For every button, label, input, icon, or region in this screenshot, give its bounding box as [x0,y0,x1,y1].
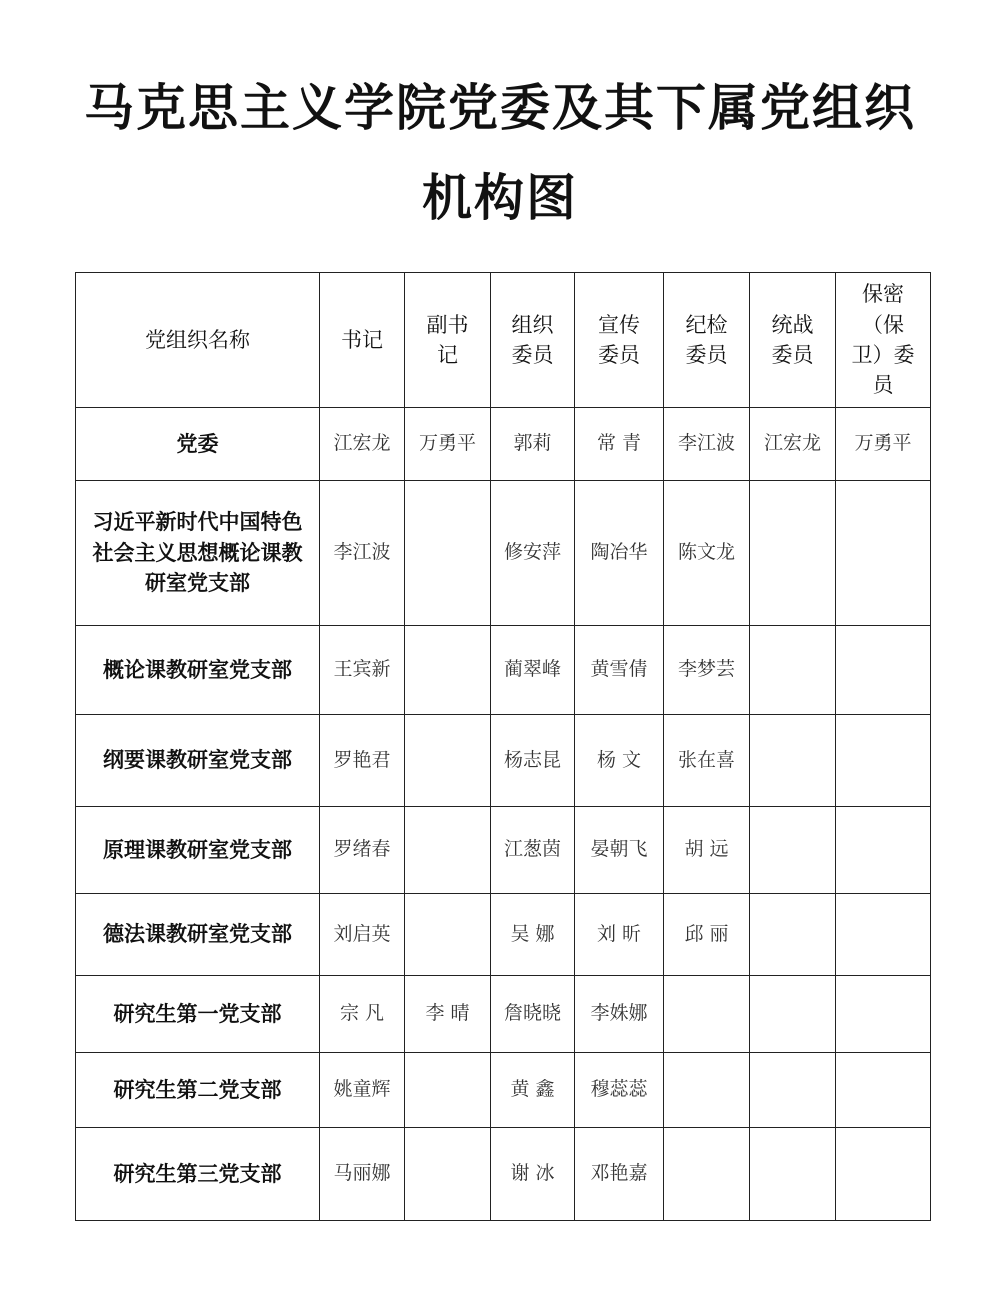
header-united-front-member: 统战委员 [750,273,836,408]
org-name-cell: 研究生第三党支部 [76,1128,320,1221]
member-cell: 邱 丽 [664,894,750,976]
member-cell: 万勇平 [836,408,931,481]
table-row [76,626,931,715]
member-cell [405,626,491,715]
member-cell [750,807,836,894]
member-cell: 李江波 [320,481,405,626]
org-name-cell: 德法课教研室党支部 [76,894,320,976]
member-cell: 黄雪倩 [575,626,664,715]
table-header-row [76,273,931,408]
header-discipline-member: 纪检委员 [664,273,750,408]
member-cell: 杨 文 [575,715,664,807]
header-org-name: 党组织名称 [76,273,320,408]
member-cell [405,481,491,626]
member-cell: 郭莉 [491,408,575,481]
member-cell: 刘 昕 [575,894,664,976]
org-name-cell: 习近平新时代中国特色社会主义思想概论课教研室党支部 [76,481,320,626]
org-name-cell: 纲要课教研室党支部 [76,715,320,807]
table-row [76,715,931,807]
member-cell [836,976,931,1053]
member-cell [750,481,836,626]
member-cell: 陶冶华 [575,481,664,626]
member-cell: 杨志昆 [491,715,575,807]
member-cell: 江宏龙 [320,408,405,481]
member-cell [836,894,931,976]
header-deputy-secretary: 副书记 [405,273,491,408]
org-table [75,272,931,1221]
page-title-line2: 机构图 [422,169,578,227]
member-cell: 詹晓晓 [491,976,575,1053]
member-cell [750,715,836,807]
member-cell: 蔺翠峰 [491,626,575,715]
member-cell: 常 青 [575,408,664,481]
page-title-line1: 马克思主义学院党委及其下属党组织 [84,79,916,137]
member-cell [405,807,491,894]
member-cell: 江葱茵 [491,807,575,894]
member-cell [836,807,931,894]
member-cell [405,1053,491,1128]
member-cell [836,481,931,626]
table-row [76,1128,931,1221]
member-cell: 李姝娜 [575,976,664,1053]
member-cell: 宗 凡 [320,976,405,1053]
table-row [76,976,931,1053]
member-cell [750,626,836,715]
org-name-cell: 概论课教研室党支部 [76,626,320,715]
org-name-cell: 原理课教研室党支部 [76,807,320,894]
member-cell: 谢 冰 [491,1128,575,1221]
member-cell [750,1128,836,1221]
member-cell: 胡 远 [664,807,750,894]
member-cell [405,894,491,976]
member-cell [664,976,750,1053]
member-cell [664,1128,750,1221]
member-cell: 姚童辉 [320,1053,405,1128]
member-cell: 陈文龙 [664,481,750,626]
header-organization-member: 组织委员 [491,273,575,408]
table-row [76,1053,931,1128]
member-cell: 罗绪春 [320,807,405,894]
member-cell: 穆蕊蕊 [575,1053,664,1128]
member-cell [405,715,491,807]
member-cell: 罗艳君 [320,715,405,807]
header-security-member: 保密（保卫）委员 [836,273,931,408]
member-cell: 李江波 [664,408,750,481]
member-cell [405,1128,491,1221]
member-cell: 张在喜 [664,715,750,807]
member-cell [836,1053,931,1128]
table-row [76,481,931,626]
member-cell [750,894,836,976]
member-cell [836,715,931,807]
member-cell [750,1053,836,1128]
member-cell: 晏朝飞 [575,807,664,894]
member-cell: 王宾新 [320,626,405,715]
member-cell: 吴 娜 [491,894,575,976]
table-row [76,894,931,976]
header-publicity-member: 宣传委员 [575,273,664,408]
member-cell: 马丽娜 [320,1128,405,1221]
member-cell [750,976,836,1053]
member-cell: 李梦芸 [664,626,750,715]
org-name-cell: 研究生第二党支部 [76,1053,320,1128]
member-cell [664,1053,750,1128]
org-name-cell: 研究生第一党支部 [76,976,320,1053]
table-row [76,807,931,894]
member-cell: 修安萍 [491,481,575,626]
member-cell [836,626,931,715]
member-cell [836,1128,931,1221]
member-cell: 黄 鑫 [491,1053,575,1128]
header-secretary: 书记 [320,273,405,408]
member-cell: 江宏龙 [750,408,836,481]
org-name-cell: 党委 [76,408,320,481]
member-cell: 万勇平 [405,408,491,481]
table-row [76,408,931,481]
member-cell: 邓艳嘉 [575,1128,664,1221]
member-cell: 李 晴 [405,976,491,1053]
member-cell: 刘启英 [320,894,405,976]
